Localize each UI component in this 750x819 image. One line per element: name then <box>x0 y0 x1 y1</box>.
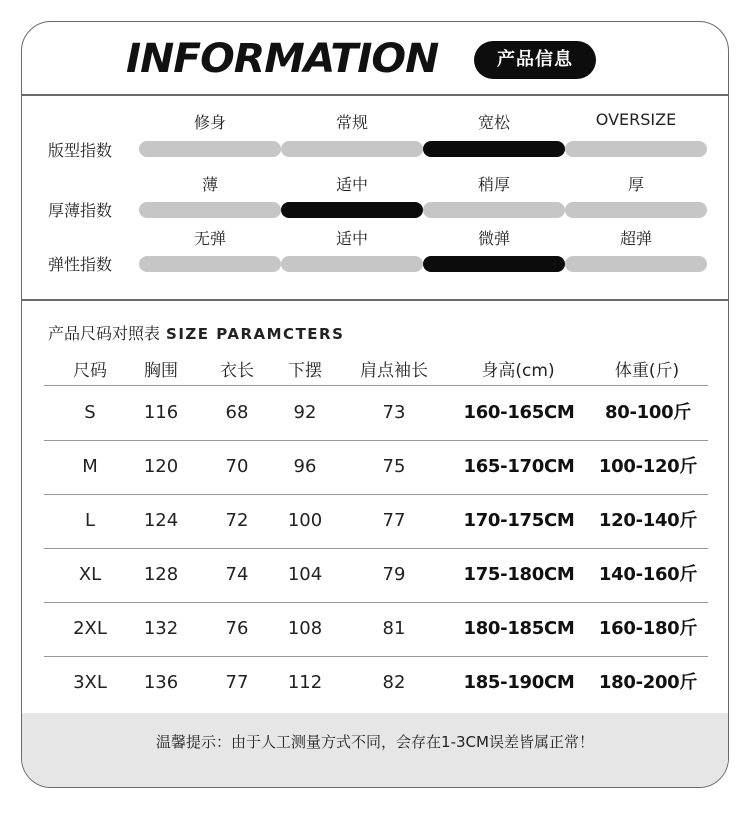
index-option-label: 微弹 <box>477 229 510 248</box>
index-bar <box>565 256 707 272</box>
table-header-weight: 体重(斤) <box>614 361 680 381</box>
index-bar <box>423 202 565 218</box>
size-table-title-en: SIZE PARAMCTERS <box>166 325 345 343</box>
table-cell: 120-140斤 <box>598 510 698 531</box>
index-bar-selected <box>281 202 423 218</box>
index-row-fit <box>22 110 728 170</box>
table-cell: 70 <box>225 456 249 477</box>
index-option-label: 薄 <box>201 175 218 194</box>
index-option-label: 宽松 <box>477 113 510 132</box>
table-cell: 96 <box>293 456 317 477</box>
index-option-label: 无弹 <box>193 229 226 248</box>
table-cell: 81 <box>382 618 406 639</box>
section-divider <box>22 299 728 301</box>
index-bar <box>139 141 281 157</box>
footer-note-bar <box>22 713 728 787</box>
table-cell: 76 <box>225 618 249 639</box>
table-cell: 136 <box>143 672 179 693</box>
table-cell: 82 <box>382 672 406 693</box>
index-option-label: 厚 <box>627 175 644 194</box>
index-option-label: OVERSIZE <box>595 110 677 129</box>
index-bar <box>139 256 281 272</box>
table-header-hem: 下摆 <box>288 361 322 381</box>
index-bar <box>281 256 423 272</box>
table-cell: M <box>82 456 98 477</box>
table-cell: XL <box>78 564 102 585</box>
table-cell: S <box>84 402 96 423</box>
index-option-label: 常规 <box>335 113 368 132</box>
table-cell: 170-175CM <box>463 510 575 531</box>
index-label: 版型指数 <box>48 141 113 160</box>
table-cell: 2XL <box>73 618 107 639</box>
table-cell: 165-170CM <box>463 456 575 477</box>
table-header-chest: 胸围 <box>144 361 178 381</box>
title-cn-pill: 产品信息 <box>474 41 596 79</box>
table-cell: 160-165CM <box>463 402 575 423</box>
table-cell: 77 <box>382 510 406 531</box>
table-cell: 140-160斤 <box>598 564 698 585</box>
index-bar <box>281 141 423 157</box>
table-cell: 180-200斤 <box>598 672 698 693</box>
index-bar <box>565 141 707 157</box>
index-row-elasticity <box>22 226 728 286</box>
table-cell: 75 <box>382 456 406 477</box>
table-cell: 132 <box>143 618 179 639</box>
index-option-label: 稍厚 <box>477 175 510 194</box>
table-cell: 80-100斤 <box>605 402 691 423</box>
footer-note: 温馨提示：由于人工测量方式不同，会存在1-3CM误差皆属正常！ <box>156 733 594 751</box>
table-cell: 72 <box>225 510 249 531</box>
table-cell: 3XL <box>73 672 107 693</box>
table-cell: 73 <box>382 402 406 423</box>
index-bar-selected <box>423 141 565 157</box>
table-cell: 124 <box>143 510 179 531</box>
table-cell: 175-180CM <box>463 564 575 585</box>
table-cell: 185-190CM <box>463 672 575 693</box>
table-cell: 120 <box>143 456 179 477</box>
size-table-title <box>48 321 344 344</box>
index-option-label: 适中 <box>335 175 368 194</box>
header <box>22 22 728 95</box>
table-cell: 100-120斤 <box>598 456 698 477</box>
index-bar <box>565 202 707 218</box>
index-label: 弹性指数 <box>48 255 113 274</box>
table-cell: 74 <box>225 564 249 585</box>
header-divider <box>22 94 728 96</box>
table-cell: 180-185CM <box>463 618 575 639</box>
table-header-size: 尺码 <box>73 361 107 381</box>
info-card <box>21 21 729 788</box>
index-option-label: 超弹 <box>619 229 652 248</box>
table-cell: 77 <box>225 672 249 693</box>
table-cell: 112 <box>287 672 323 693</box>
index-bar-selected <box>423 256 565 272</box>
table-cell: 100 <box>287 510 323 531</box>
index-bar <box>139 202 281 218</box>
table-cell: 104 <box>287 564 323 585</box>
title-en: INFORMATION <box>126 36 439 82</box>
index-row-thickness <box>22 172 728 232</box>
table-header-sleeve: 肩点袖长 <box>360 361 428 381</box>
table-cell: 116 <box>143 402 179 423</box>
table-header-length: 衣长 <box>220 361 254 381</box>
table-cell: 108 <box>287 618 323 639</box>
table-cell: L <box>84 510 96 531</box>
index-option-label: 修身 <box>193 113 226 132</box>
index-label: 厚薄指数 <box>48 201 113 220</box>
table-cell: 128 <box>143 564 179 585</box>
table-cell: 68 <box>225 402 249 423</box>
table-cell: 92 <box>293 402 317 423</box>
table-cell: 79 <box>382 564 406 585</box>
size-table-title-cn: 产品尺码对照表 <box>48 324 161 343</box>
table-cell: 160-180斤 <box>598 618 698 639</box>
index-option-label: 适中 <box>335 229 368 248</box>
table-header-height: 身高(cm) <box>481 361 555 381</box>
